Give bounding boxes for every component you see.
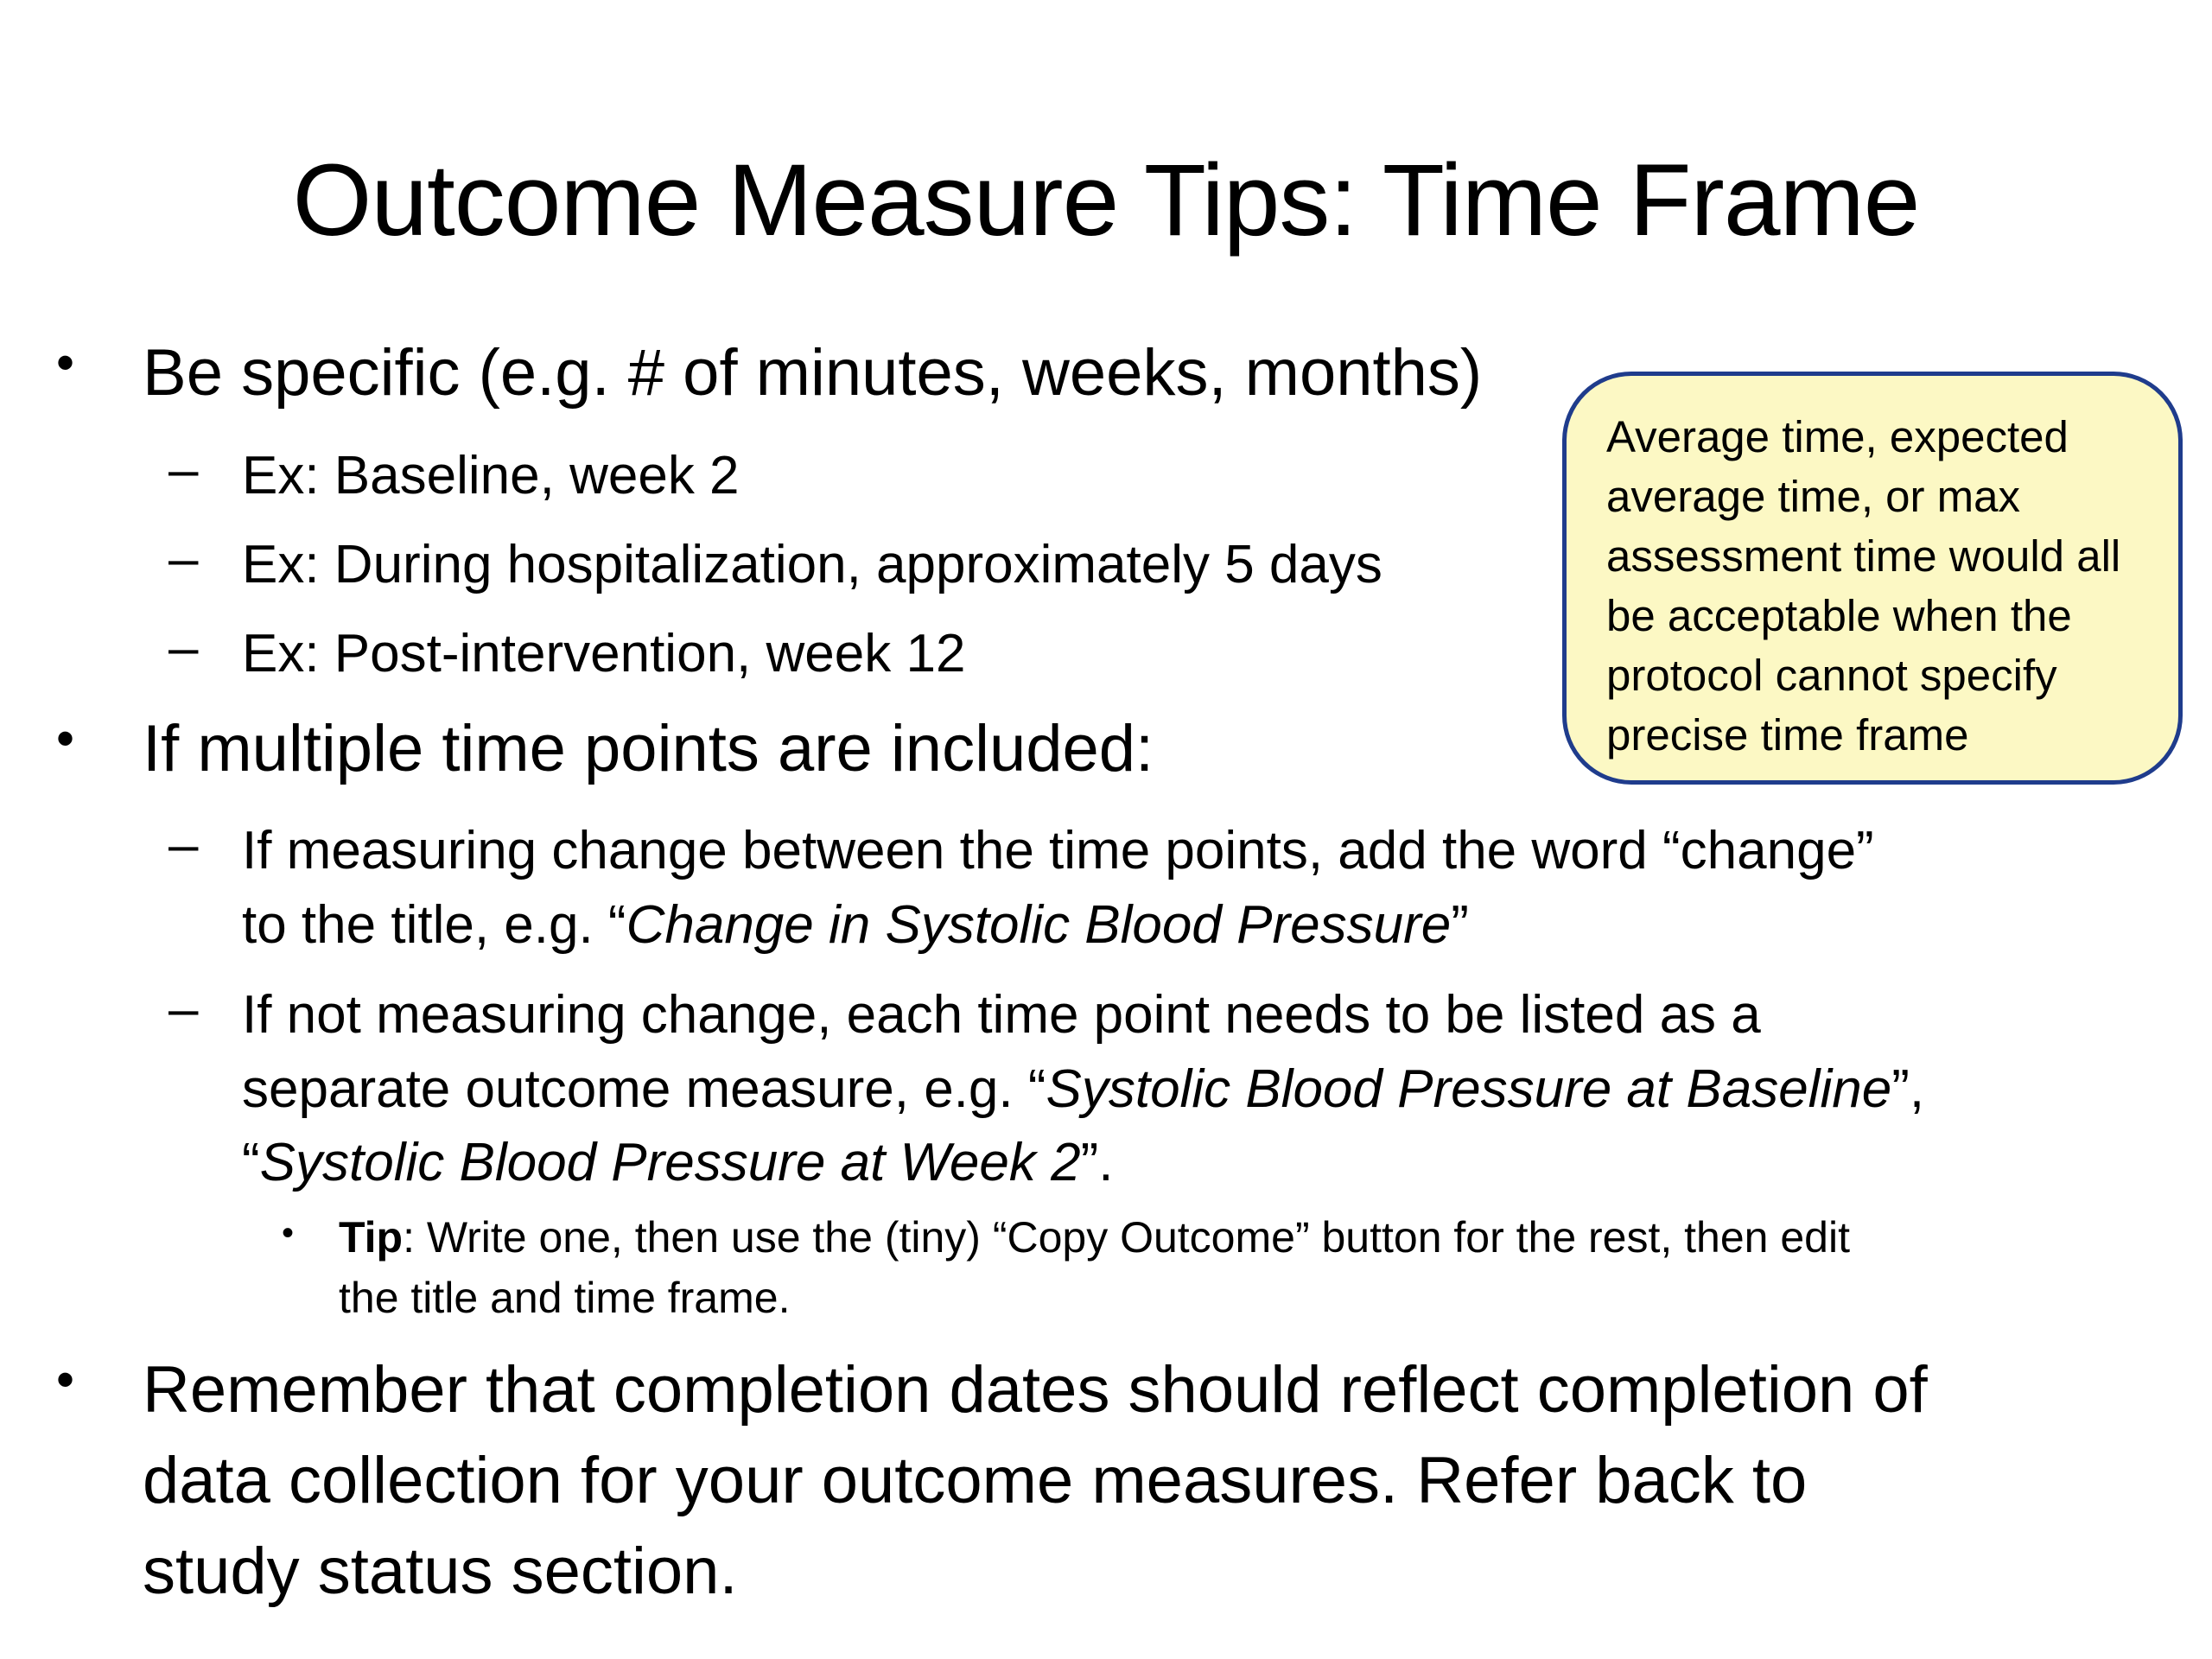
dash-marker: – (168, 529, 199, 588)
example-title: Systolic Blood Pressure at Baseline (1046, 1058, 1892, 1119)
sub-line: separate outcome measure, e.g. “Systolic Blood Pressure at Baseline”, (242, 1058, 1925, 1119)
example-title: Change in Systolic Blood Pressure (626, 894, 1452, 955)
example-baseline: Ex: Baseline, week 2 (242, 446, 740, 505)
sub-line: “Systolic Blood Pressure at Week 2”. (242, 1133, 1114, 1193)
sub-line: to the title, e.g. “Change in Systolic Blood Pressure” (242, 894, 1469, 955)
dash-marker: – (168, 979, 199, 1039)
bullet-line: study status section. (143, 1534, 738, 1608)
bullet-marker: • (56, 1351, 75, 1408)
sub-line: If measuring change between the time points, add the word “change” (242, 821, 1874, 880)
example-hospitalization: Ex: During hospitalization, approximately 5 days (242, 535, 1382, 594)
bullet-be-specific: Be specific (e.g. # of minutes, weeks, months) (143, 336, 1483, 410)
callout-line: Average time, expected (1606, 412, 2069, 461)
bullet-multiple-time-points: If multiple time points are included: (143, 712, 1154, 785)
dash-marker: – (168, 440, 199, 499)
sub-line: If not measuring change, each time point needs to be listed as a (242, 985, 1761, 1045)
bullet-completion-dates (143, 1345, 1928, 1618)
tip-note (339, 1207, 2024, 1328)
bullet-marker: • (282, 1214, 295, 1252)
callout-note (1562, 372, 2183, 785)
callout-line: be acceptable when the (1606, 591, 2072, 640)
sub-not-measuring-change (242, 978, 1924, 1200)
slide-title: Outcome Measure Tips: Time Frame (292, 143, 1920, 257)
tip-line: Tip: Write one, then use the (tiny) “Copy Outcome” button for the rest, then edit (339, 1213, 1850, 1262)
example-title: Systolic Blood Pressure at Week 2 (259, 1133, 1081, 1193)
bullet-line: Remember that completion dates should reflect completion of (143, 1353, 1928, 1427)
bullet-marker: • (56, 334, 75, 391)
callout-line: assessment time would all (1606, 531, 2121, 581)
bullet-marker: • (56, 709, 75, 767)
callout-line: average time, or max (1606, 472, 2021, 521)
callout-line: precise time frame (1606, 710, 1969, 760)
bullet-line: data collection for your outcome measures. Refer back to (143, 1443, 1808, 1517)
dash-marker: – (168, 618, 199, 677)
callout-line: protocol cannot specify (1606, 651, 2057, 700)
tip-label: Tip (339, 1213, 404, 1262)
tip-line: the title and time frame. (339, 1274, 791, 1322)
example-post-intervention: Ex: Post-intervention, week 12 (242, 624, 966, 683)
dash-marker: – (168, 815, 199, 874)
sub-measuring-change (242, 814, 1874, 962)
